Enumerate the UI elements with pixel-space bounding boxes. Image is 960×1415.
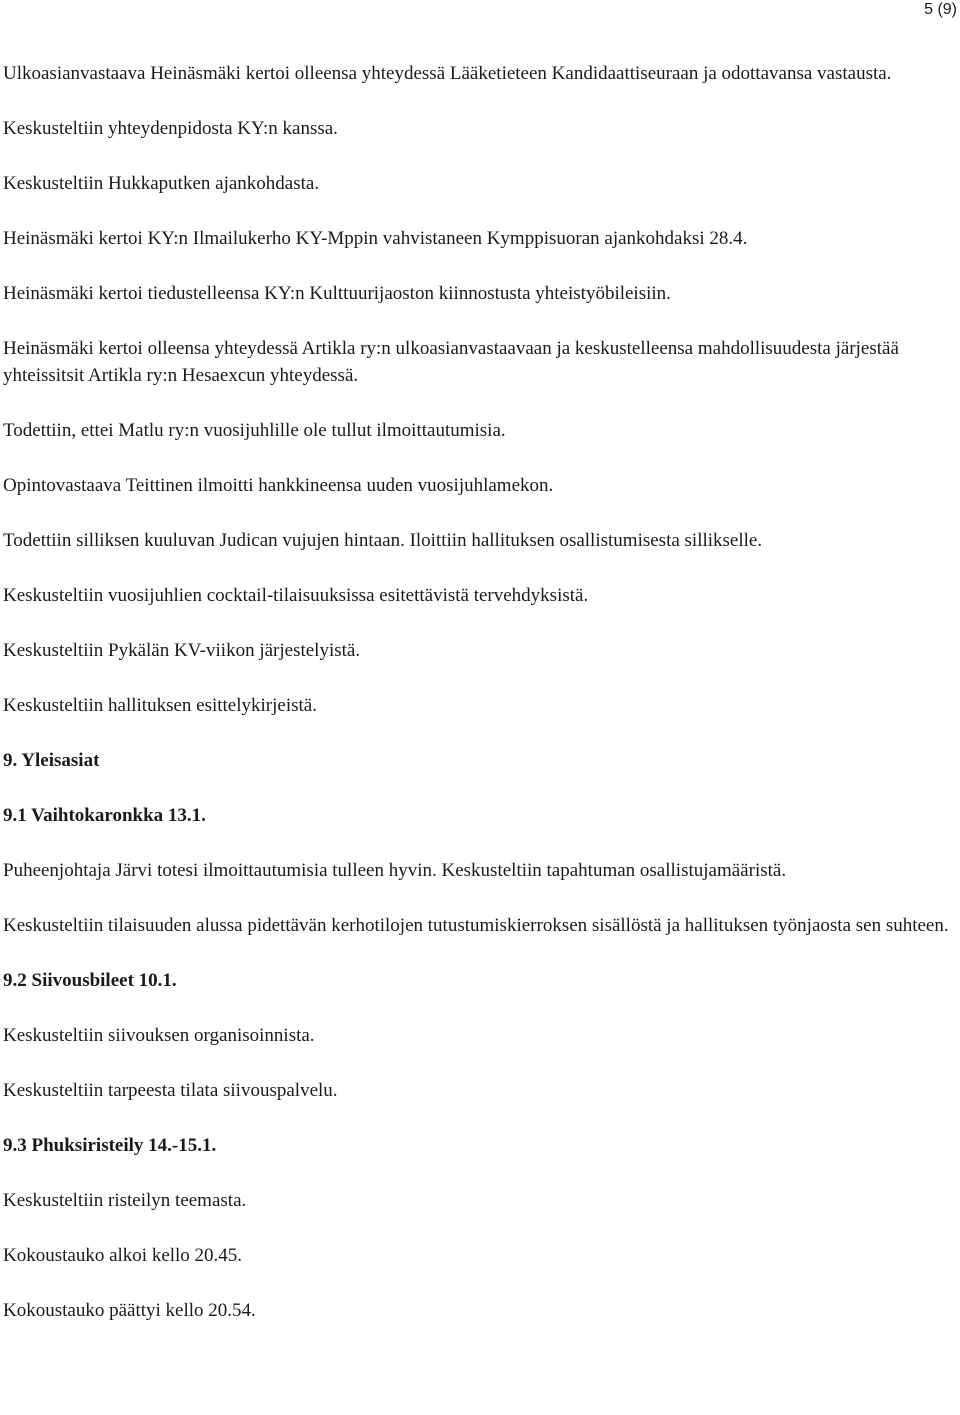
paragraph: Heinäsmäki kertoi olleensa yhteydessä Artikla ry:n ulkoasianvastaavaan ja keskustelleensa mahdollisuudesta järjestää yhteissitsit Artikla ry:n Hesaexcun yhteydessä. (3, 338, 899, 386)
paragraph: Heinäsmäki kertoi KY:n Ilmailukerho KY-Mppin vahvistaneen Kymppisuoran ajankohdaksi 28.4. (3, 228, 748, 249)
subsection-heading: 9.3 Phuksiristeily 14.-15.1. (3, 1135, 217, 1156)
paragraph: Keskusteltiin tilaisuuden alussa pidettävän kerhotilojen tutustumiskierroksen sisällöstä ja hallituksen työnjaosta sen suhteen. (3, 915, 949, 936)
page-number: 5 (9) (924, 1, 957, 18)
paragraph: Keskusteltiin Pykälän KV-viikon järjestelyistä. (3, 640, 361, 661)
paragraph: Keskusteltiin vuosijuhlien cocktail-tilaisuuksissa esitettävistä tervehdyksistä. (3, 585, 589, 606)
paragraph: Keskusteltiin tarpeesta tilata siivouspalvelu. (3, 1080, 338, 1101)
paragraph: Todettiin silliksen kuuluvan Judican vujujen hintaan. Iloittiin hallituksen osallistumisesta sillikselle. (3, 530, 763, 551)
section-heading: 9. Yleisasiat (3, 750, 100, 771)
paragraph: Keskusteltiin yhteydenpidosta KY:n kanssa. (3, 118, 338, 139)
paragraph: Kokoustauko alkoi kello 20.45. (3, 1245, 243, 1266)
paragraph: Ulkoasianvastaava Heinäsmäki kertoi olleensa yhteydessä Lääketieteen Kandidaattiseuraan ja odottavansa vastausta. (3, 63, 892, 84)
paragraph: Keskusteltiin siivouksen organisoinnista. (3, 1025, 315, 1046)
subsection-heading: 9.2 Siivousbileet 10.1. (3, 970, 177, 991)
paragraph: Keskusteltiin hallituksen esittelykirjeistä. (3, 695, 317, 716)
paragraph: Heinäsmäki kertoi tiedustelleensa KY:n Kulttuurijaoston kiinnostusta yhteistyöbileisiin. (3, 283, 671, 304)
paragraph: Puheenjohtaja Järvi totesi ilmoittautumisia tulleen hyvin. Keskusteltiin tapahtuman osallistujamääristä. (3, 860, 787, 881)
paragraph: Opintovastaava Teittinen ilmoitti hankkineensa uuden vuosijuhlamekon. (3, 475, 554, 496)
document-body (3, 60, 953, 1352)
paragraph: Kokoustauko päättyi kello 20.54. (3, 1300, 256, 1321)
paragraph: Todettiin, ettei Matlu ry:n vuosijuhlille ole tullut ilmoittautumisia. (3, 420, 506, 441)
paragraph: Keskusteltiin Hukkaputken ajankohdasta. (3, 173, 320, 194)
paragraph: Keskusteltiin risteilyn teemasta. (3, 1190, 247, 1211)
subsection-heading: 9.1 Vaihtokaronkka 13.1. (3, 805, 206, 826)
